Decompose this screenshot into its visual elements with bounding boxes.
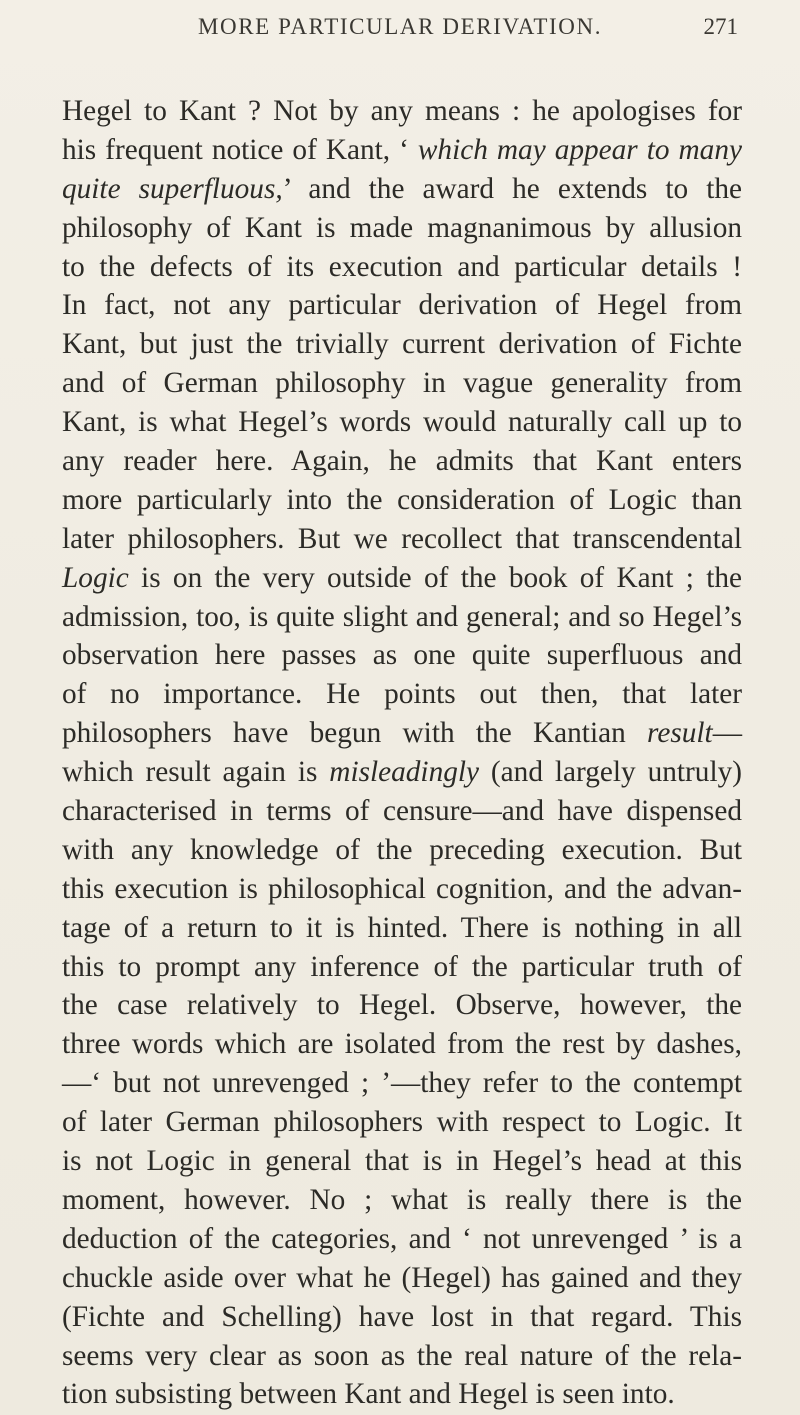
text-run: In fact, not any particular derivation of Hegel from	[62, 289, 742, 322]
text-line	[62, 948, 742, 987]
text-run: more particularly into the consideration of Logic than	[62, 483, 742, 516]
text-run: philosophers have begun with the Kantian	[62, 717, 648, 750]
text-line	[62, 481, 742, 520]
text-run: later philosophers. But we recollect that transcendental	[62, 522, 742, 555]
text-run: ’ and the award he extends to the	[282, 172, 742, 205]
text-line	[62, 636, 742, 675]
text-line	[62, 1298, 742, 1337]
text-run: characterised in terms of censure—and have dispensed	[62, 795, 742, 828]
text-run: and of German philosophy in vague generality from	[62, 367, 742, 400]
text-run: moment, however. No ; what is really there is the	[62, 1183, 742, 1216]
text-line	[62, 209, 742, 248]
text-run: tion subsisting between Kant and Hegel is seen into.	[62, 1378, 675, 1411]
text-line	[62, 131, 742, 170]
text-line	[62, 1064, 742, 1103]
text-line	[62, 831, 742, 870]
italic-text: misleadingly	[329, 756, 480, 789]
body-text	[62, 92, 742, 1414]
text-run: any reader here. Again, he admits that Kant enters	[62, 445, 742, 478]
text-run: —	[712, 717, 742, 750]
text-line	[62, 792, 742, 831]
text-line	[62, 403, 742, 442]
text-run: chuckle aside over what he (Hegel) has gained and they	[62, 1261, 742, 1294]
text-line	[62, 870, 742, 909]
text-line	[62, 1142, 742, 1181]
text-run: of no importance. He points out then, that later	[62, 678, 742, 711]
text-line	[62, 909, 742, 948]
text-run: (Fichte and Schelling) have lost in that regard. This	[62, 1300, 742, 1333]
text-run: Kant, is what Hegel’s words would naturally call up to	[62, 406, 742, 439]
text-run: which result again is	[62, 756, 330, 789]
text-run: the case relatively to Hegel. Observe, however, the	[62, 989, 742, 1022]
text-run: this execution is philosophical cognition, and the advan-	[62, 872, 742, 905]
text-run: is not Logic in general that is in Hegel’s head at this	[62, 1145, 742, 1178]
text-run: is on the very outside of the book of Kant ; the	[128, 561, 742, 594]
text-line	[62, 442, 742, 481]
text-line	[62, 1375, 742, 1414]
text-line	[62, 364, 742, 403]
text-line	[62, 92, 742, 131]
text-run: Kant, but just the trivially current derivation of Fichte	[62, 328, 742, 361]
text-line	[62, 714, 742, 753]
text-run: (and largely untruly)	[479, 756, 742, 789]
text-run: deduction of the categories, and ‘ not unrevenged ’ is a	[62, 1222, 742, 1255]
text-line	[62, 1181, 742, 1220]
text-run: his frequent notice of Kant, ‘	[62, 133, 418, 166]
text-line	[62, 325, 742, 364]
italic-text: result	[647, 717, 713, 750]
text-line	[62, 170, 742, 209]
text-run: this to prompt any inference of the particular truth of	[62, 950, 742, 983]
text-line	[62, 1103, 742, 1142]
text-run: of later German philosophers with respect to Logic. It	[62, 1106, 742, 1139]
text-run: three words which are isolated from the rest by dashes,	[62, 1028, 742, 1061]
text-line	[62, 1259, 742, 1298]
running-head	[62, 14, 738, 54]
page-number: 271	[703, 14, 738, 39]
text-run: to the defects of its execution and particular details !	[62, 250, 742, 283]
italic-text: quite superfluous,	[62, 172, 283, 205]
text-run: Hegel to Kant ? Not by any means : he apologises for	[62, 95, 742, 127]
text-line	[62, 598, 742, 637]
text-line	[62, 1220, 742, 1259]
text-line	[62, 753, 742, 792]
text-line	[62, 559, 742, 598]
text-line	[62, 248, 742, 287]
text-run: admission, too, is quite slight and general; and so Hegel’s	[62, 600, 742, 633]
text-run: tage of a return to it is hinted. There is nothing in all	[62, 911, 742, 944]
text-line	[62, 1337, 742, 1376]
italic-text: Logic	[62, 561, 129, 594]
italic-text: which may appear to many	[417, 133, 742, 166]
text-run: observation here passes as one quite superfluous and	[62, 639, 742, 672]
text-run: philosophy of Kant is made magnanimous by allusion	[62, 211, 742, 244]
text-run: seems very clear as soon as the real nature of the rela-	[62, 1339, 742, 1372]
text-run: with any knowledge of the preceding execution. But	[62, 833, 742, 866]
text-line	[62, 1025, 742, 1064]
text-line	[62, 675, 742, 714]
text-line	[62, 520, 742, 559]
text-line	[62, 286, 742, 325]
running-title: MORE PARTICULAR DERIVATION.	[197, 14, 603, 39]
text-line	[62, 986, 742, 1025]
text-run: —‘ but not unrevenged ; ’—they refer to the contempt	[62, 1067, 742, 1100]
